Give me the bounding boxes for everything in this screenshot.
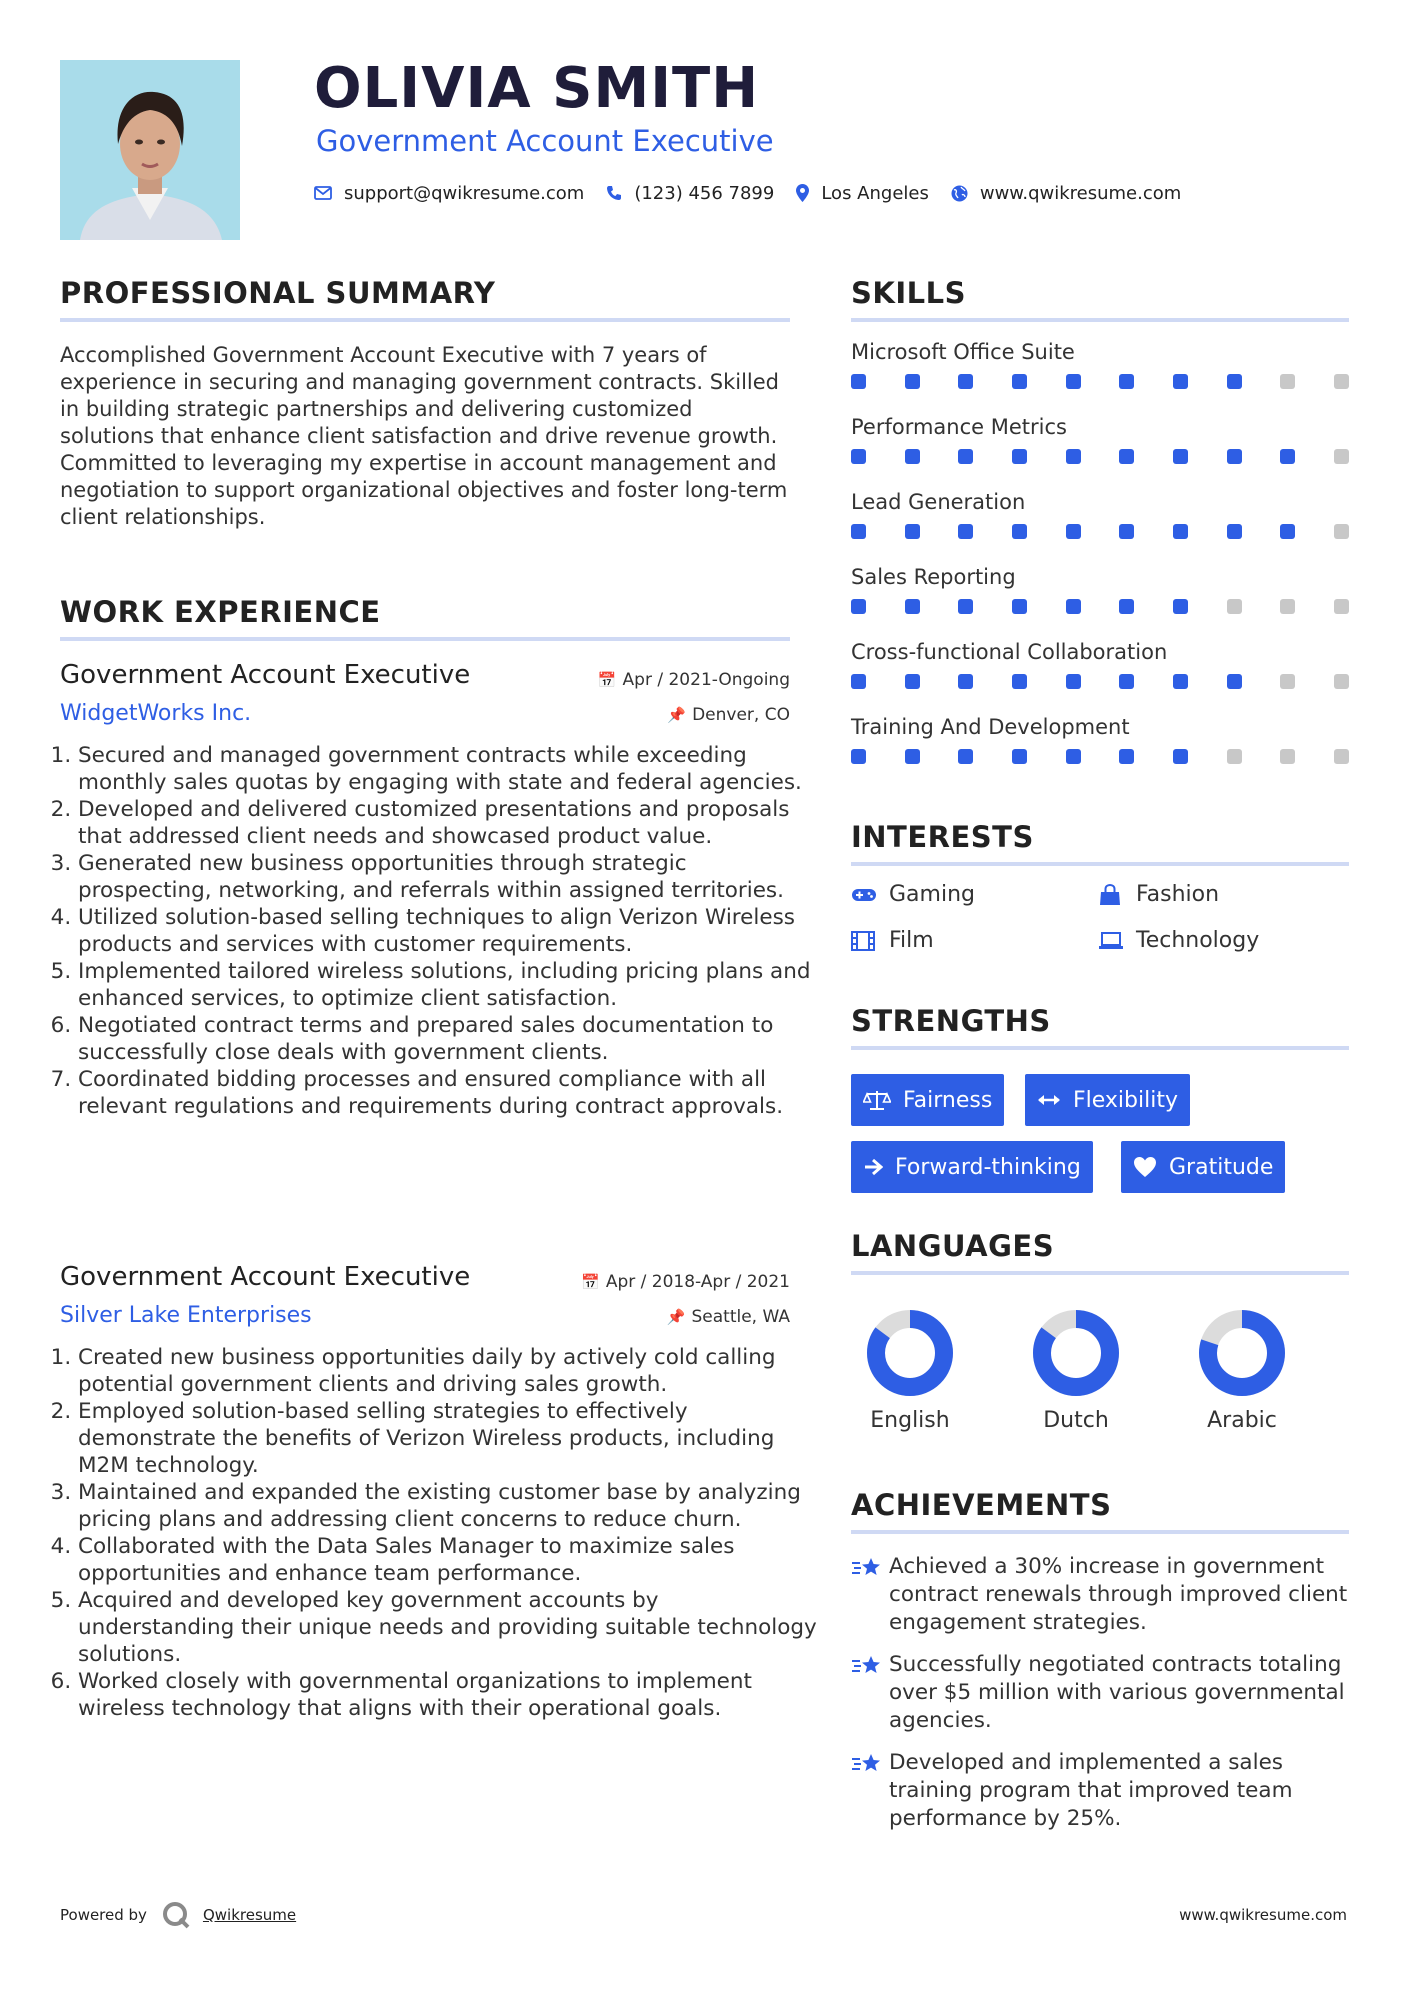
rating-dot bbox=[1119, 674, 1134, 689]
shopping-bag-icon bbox=[1098, 884, 1128, 906]
interest-item bbox=[851, 928, 934, 953]
footer-brand-link[interactable]: Qwikresume bbox=[202, 1906, 297, 1924]
list-item: 3. Generated new business opportunities through strategic prospecting, networking, and referrals within assigned territories. bbox=[78, 850, 818, 904]
interests-heading: INTERESTS bbox=[851, 820, 1034, 854]
rating-dot bbox=[1334, 524, 1349, 539]
list-item: 6. Negotiated contract terms and prepared sales documentation to successfully close deals with government clients. bbox=[78, 1012, 818, 1066]
list-item: 1. Created new business opportunities daily by actively cold calling potential government clients and driving sales growth. bbox=[78, 1344, 818, 1398]
rating-dot bbox=[958, 374, 973, 389]
rating-dot bbox=[1280, 374, 1295, 389]
rating-dot bbox=[1066, 674, 1081, 689]
achievement-item bbox=[851, 1749, 1349, 1833]
skills-list bbox=[851, 340, 1349, 790]
skills-heading: SKILLS bbox=[851, 276, 966, 310]
rating-dot bbox=[851, 674, 866, 689]
rating-dot bbox=[905, 674, 920, 689]
shooting-star-icon bbox=[851, 1651, 889, 1735]
skill-item bbox=[851, 340, 1349, 415]
interests-divider bbox=[851, 862, 1349, 866]
skill-name: Cross-functional Collaboration bbox=[851, 640, 1168, 664]
rating-dot bbox=[851, 599, 866, 614]
achievement-text: Developed and implemented a sales training program that improved team performance by 25%. bbox=[889, 1750, 1293, 1831]
language-name: Arabic bbox=[1207, 1408, 1277, 1433]
language-item bbox=[1182, 1305, 1302, 1445]
rating-dot bbox=[905, 374, 920, 389]
interest-item bbox=[1098, 882, 1219, 907]
arrows-horizontal-icon bbox=[1037, 1093, 1061, 1107]
interest-label: Fashion bbox=[1136, 882, 1220, 907]
qwikresume-logo-icon bbox=[161, 1900, 191, 1930]
rating-dot bbox=[1227, 674, 1242, 689]
rating-dot bbox=[905, 599, 920, 614]
rating-dot bbox=[1012, 524, 1027, 539]
list-item: 3. Maintained and expanded the existing customer base by analyzing pricing plans and addressing client concerns to reduce churn. bbox=[78, 1479, 818, 1533]
strength-label: Fairness bbox=[903, 1087, 993, 1113]
film-icon bbox=[851, 931, 881, 951]
candidate-title: Government Account Executive bbox=[316, 124, 774, 158]
skill-name: Performance Metrics bbox=[851, 415, 1067, 439]
strength-tag bbox=[851, 1141, 1093, 1193]
achievements-list bbox=[851, 1553, 1349, 1833]
rating-dot bbox=[1227, 449, 1242, 464]
language-gauge bbox=[1182, 1305, 1302, 1400]
interest-label: Gaming bbox=[889, 882, 975, 907]
contact-bar bbox=[314, 178, 1203, 208]
rating-dot bbox=[958, 524, 973, 539]
pushpin-icon: 📌 bbox=[666, 1308, 686, 1326]
rating-dot bbox=[1173, 674, 1188, 689]
list-item: 4. Collaborated with the Data Sales Manager to maximize sales opportunities and enhance team performance. bbox=[78, 1533, 818, 1587]
map-marker-icon bbox=[796, 184, 809, 202]
job-dates-text: Apr / 2021-Ongoing bbox=[622, 670, 790, 690]
rating-dot bbox=[1280, 524, 1295, 539]
language-item bbox=[850, 1305, 970, 1445]
rating-dot bbox=[1173, 599, 1188, 614]
candidate-name: OLIVIA SMITH bbox=[314, 56, 760, 121]
rating-dot bbox=[1227, 524, 1242, 539]
skill-rating bbox=[851, 674, 1349, 689]
strength-tag bbox=[1025, 1074, 1190, 1126]
gamepad-icon bbox=[851, 887, 881, 903]
rating-dot bbox=[1173, 449, 1188, 464]
rating-dot bbox=[851, 374, 866, 389]
strengths-divider bbox=[851, 1046, 1349, 1050]
powered-by-text: Powered by bbox=[60, 1906, 147, 1924]
skill-rating bbox=[851, 599, 1349, 614]
skill-rating bbox=[851, 449, 1349, 464]
rating-dot bbox=[1119, 749, 1134, 764]
rating-dot bbox=[1227, 374, 1242, 389]
footer-website[interactable]: www.qwikresume.com bbox=[1179, 1906, 1347, 1924]
rating-dot bbox=[958, 449, 973, 464]
rating-dot bbox=[1173, 374, 1188, 389]
skills-divider bbox=[851, 318, 1349, 322]
shooting-star-icon bbox=[851, 1749, 889, 1833]
job-location-text: Denver, CO bbox=[692, 705, 790, 725]
summary-text: Accomplished Government Account Executive with 7 years of experience in securing and managing government contracts. Skilled in building strategic partnerships and delivering customized solutions that enhance client satisfaction and drive revenue growth. Committed to leveraging my expertise in account management and negotiation to support organizational objectives and foster long-term client relationships. bbox=[60, 343, 788, 529]
rating-dot bbox=[1280, 449, 1295, 464]
job-dates bbox=[598, 670, 790, 690]
envelope-icon bbox=[314, 186, 332, 200]
contact-location: Los Angeles bbox=[821, 182, 929, 204]
balance-scale-icon bbox=[863, 1089, 891, 1111]
job-company: WidgetWorks Inc. bbox=[60, 701, 252, 726]
job-location-text: Seattle, WA bbox=[691, 1307, 790, 1327]
heart-icon bbox=[1133, 1156, 1157, 1178]
interest-item bbox=[851, 882, 975, 907]
list-item: 7. Coordinated bidding processes and ensured compliance with all relevant regulations and requirements during contract approvals. bbox=[78, 1066, 818, 1120]
job-1-duties bbox=[52, 742, 818, 1120]
skill-item bbox=[851, 715, 1349, 790]
pushpin-icon: 📌 bbox=[667, 706, 687, 724]
skill-name: Training And Development bbox=[851, 715, 1130, 739]
rating-dot bbox=[1280, 599, 1295, 614]
achievement-text: Successfully negotiated contracts totaling over $5 million with various governmental agencies. bbox=[889, 1652, 1345, 1733]
skill-rating bbox=[851, 524, 1349, 539]
rating-dot bbox=[1119, 374, 1134, 389]
job-location bbox=[667, 1307, 790, 1327]
achievement-item bbox=[851, 1553, 1349, 1637]
rating-dot bbox=[905, 449, 920, 464]
shooting-star-icon bbox=[851, 1553, 889, 1637]
contact-phone[interactable]: (123) 456 7899 bbox=[634, 182, 775, 204]
contact-website[interactable]: www.qwikresume.com bbox=[979, 182, 1182, 204]
rating-dot bbox=[1334, 374, 1349, 389]
skill-name: Lead Generation bbox=[851, 490, 1026, 514]
list-item: 2. Developed and delivered customized presentations and proposals that addressed client needs and showcased product value. bbox=[78, 796, 818, 850]
language-item bbox=[1016, 1305, 1136, 1445]
rating-dot bbox=[958, 749, 973, 764]
experience-divider bbox=[60, 637, 790, 641]
list-item: 5. Implemented tailored wireless solutions, including pricing plans and enhanced services, to optimize client satisfaction. bbox=[78, 958, 818, 1012]
rating-dot bbox=[1066, 374, 1081, 389]
rating-dot bbox=[1334, 749, 1349, 764]
achievement-text: Achieved a 30% increase in government contract renewals through improved client engagement strategies. bbox=[889, 1554, 1348, 1635]
rating-dot bbox=[1334, 674, 1349, 689]
skill-item bbox=[851, 565, 1349, 640]
skill-item bbox=[851, 415, 1349, 490]
rating-dot bbox=[1227, 749, 1242, 764]
skill-name: Sales Reporting bbox=[851, 565, 1016, 589]
rating-dot bbox=[1280, 749, 1295, 764]
rating-dot bbox=[1119, 599, 1134, 614]
interest-label: Film bbox=[889, 928, 934, 953]
rating-dot bbox=[1066, 749, 1081, 764]
language-name: English bbox=[870, 1408, 950, 1433]
summary-heading: PROFESSIONAL SUMMARY bbox=[60, 276, 496, 310]
rating-dot bbox=[1334, 599, 1349, 614]
job-dates-text: Apr / 2018-Apr / 2021 bbox=[605, 1272, 790, 1292]
rating-dot bbox=[851, 749, 866, 764]
interest-label: Technology bbox=[1136, 928, 1260, 953]
rating-dot bbox=[905, 749, 920, 764]
job-2-duties bbox=[52, 1344, 818, 1722]
skill-item bbox=[851, 490, 1349, 565]
rating-dot bbox=[1012, 599, 1027, 614]
languages-divider bbox=[851, 1271, 1349, 1275]
profile-photo bbox=[60, 60, 240, 240]
list-item: 4. Utilized solution-based selling techniques to align Verizon Wireless products and services with customer requirements. bbox=[78, 904, 818, 958]
rating-dot bbox=[1066, 524, 1081, 539]
rating-dot bbox=[1066, 449, 1081, 464]
skill-name: Microsoft Office Suite bbox=[851, 340, 1075, 364]
job-title: Government Account Executive bbox=[60, 1262, 471, 1292]
arrow-right-icon bbox=[863, 1158, 883, 1176]
summary-divider bbox=[60, 318, 790, 322]
rating-dot bbox=[1012, 449, 1027, 464]
list-item: 5. Acquired and developed key government accounts by understanding their unique needs and providing suitable technology solutions. bbox=[78, 1587, 818, 1668]
strengths-heading: STRENGTHS bbox=[851, 1004, 1051, 1038]
job-title: Government Account Executive bbox=[60, 660, 471, 690]
rating-dot bbox=[1173, 749, 1188, 764]
rating-dot bbox=[1012, 374, 1027, 389]
list-item: 2. Employed solution-based selling strategies to effectively demonstrate the benefits of Verizon Wireless products, including M2M technology. bbox=[78, 1398, 818, 1479]
strength-label: Forward-thinking bbox=[895, 1154, 1081, 1180]
rating-dot bbox=[851, 449, 866, 464]
strength-tag bbox=[851, 1074, 1004, 1126]
rating-dot bbox=[1119, 449, 1134, 464]
rating-dot bbox=[1012, 674, 1027, 689]
list-item: 6. Worked closely with governmental organizations to implement wireless technology that aligns with their operational goals. bbox=[78, 1668, 818, 1722]
achievements-heading: ACHIEVEMENTS bbox=[851, 1488, 1112, 1522]
contact-email[interactable]: support@qwikresume.com bbox=[344, 182, 585, 204]
rating-dot bbox=[1280, 674, 1295, 689]
strength-label: Flexibility bbox=[1073, 1087, 1178, 1113]
language-gauge bbox=[850, 1305, 970, 1400]
laptop-icon bbox=[1098, 932, 1128, 950]
achievement-item bbox=[851, 1651, 1349, 1735]
footer-powered-by bbox=[60, 1900, 296, 1930]
globe-icon bbox=[951, 185, 968, 202]
rating-dot bbox=[1119, 524, 1134, 539]
phone-icon bbox=[606, 185, 622, 201]
skill-rating bbox=[851, 374, 1349, 389]
language-name: Dutch bbox=[1043, 1408, 1109, 1433]
experience-heading: WORK EXPERIENCE bbox=[60, 595, 381, 629]
rating-dot bbox=[1012, 749, 1027, 764]
language-gauge bbox=[1016, 1305, 1136, 1400]
interest-item bbox=[1098, 928, 1259, 953]
achievements-divider bbox=[851, 1530, 1349, 1534]
strength-label: Gratitude bbox=[1169, 1154, 1274, 1180]
skill-item bbox=[851, 640, 1349, 715]
calendar-icon: 📅 bbox=[581, 1273, 600, 1291]
skill-rating bbox=[851, 749, 1349, 764]
rating-dot bbox=[958, 674, 973, 689]
list-item: 1. Secured and managed government contracts while exceeding monthly sales quotas by engaging with state and federal agencies. bbox=[78, 742, 818, 796]
job-dates bbox=[581, 1272, 790, 1292]
rating-dot bbox=[851, 524, 866, 539]
job-company: Silver Lake Enterprises bbox=[60, 1303, 312, 1328]
rating-dot bbox=[1227, 599, 1242, 614]
rating-dot bbox=[1066, 599, 1081, 614]
job-location bbox=[667, 705, 790, 725]
rating-dot bbox=[958, 599, 973, 614]
rating-dot bbox=[1334, 449, 1349, 464]
strength-tag bbox=[1121, 1141, 1285, 1193]
languages-heading: LANGUAGES bbox=[851, 1229, 1055, 1263]
rating-dot bbox=[1173, 524, 1188, 539]
rating-dot bbox=[905, 524, 920, 539]
calendar-icon: 📅 bbox=[597, 671, 617, 689]
